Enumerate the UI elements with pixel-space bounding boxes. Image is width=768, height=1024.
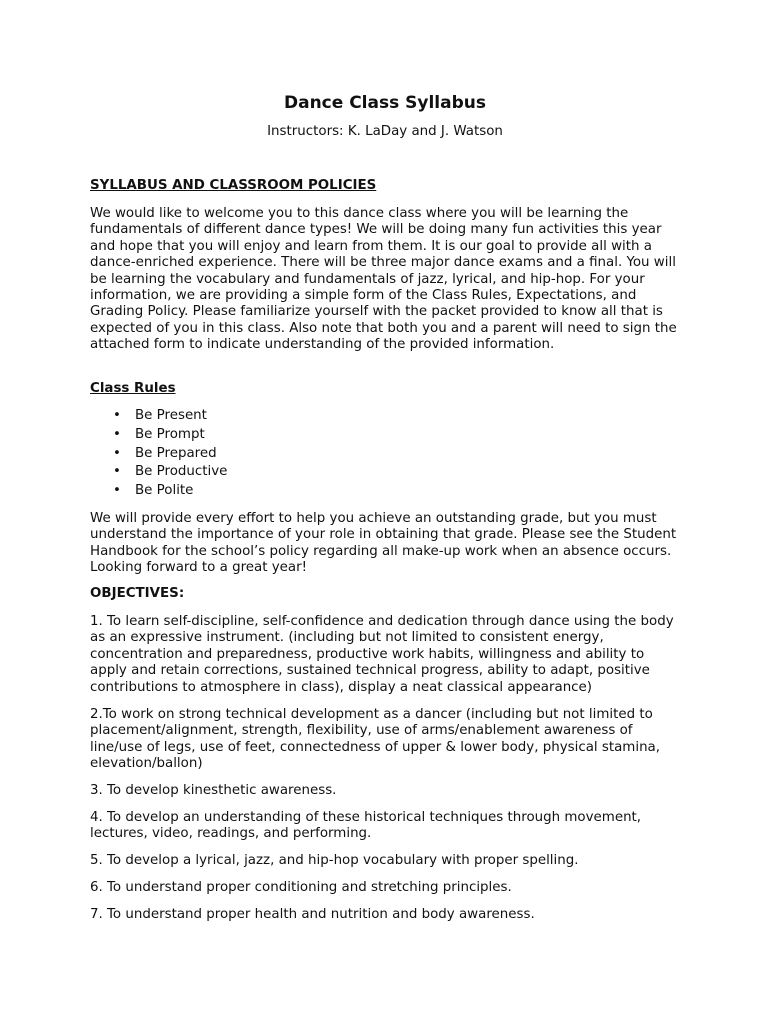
rule-text: Be Prepared [135, 445, 217, 461]
bullet-icon: • [113, 445, 121, 461]
objective-item: 7. To understand proper health and nutrition and body awareness. [90, 907, 535, 922]
rule-text: Be Productive [135, 464, 228, 480]
list-item [90, 446, 227, 465]
grade-paragraph: We will provide every effort to help you achieve an outstanding grade, but you must understand the importance of your role in obtaining that grade. Please see the Student Handbook for the school’s policy regarding all make-up work when an absence occurs. Looking forward to a great year! [90, 511, 677, 576]
class-rules-heading: Class Rules [90, 381, 176, 396]
policies-heading: SYLLABUS AND CLASSROOM POLICIES [90, 178, 377, 193]
bullet-icon: • [113, 426, 121, 442]
objectives-heading: OBJECTIVES: [90, 586, 185, 601]
document-title: Dance Class Syllabus [284, 93, 486, 113]
objective-item: 2.To work on strong technical development as a dancer (including but not limited to placement/alignment, strength, flexibility, use of arms/enablement awareness of line/use of legs, use of feet, connectedness of upper & lower body, physical stamina, elevation/ballon) [90, 707, 661, 772]
rule-text: Be Present [135, 408, 207, 423]
rule-text: Be Polite [135, 483, 194, 499]
objective-item: 1. To learn self-discipline, self-confidence and dedication through dance using the body as an expressive instrument. (including but not limited to consistent energy, concentration and preparedness, productive work habits, willingness and ability to apply and retain corrections, sustained technical progress, ability to adapt, positive contributions to atmosphere in class), display a neat classical appearance) [90, 614, 674, 695]
list-item [90, 483, 227, 502]
objective-item: 5. To develop a lyrical, jazz, and hip-hop vocabulary with proper spelling. [90, 853, 579, 868]
list-item [90, 408, 227, 427]
objective-item: 6. To understand proper conditioning and stretching principles. [90, 880, 512, 895]
bullet-icon: • [113, 464, 121, 480]
objective-item: 3. To develop kinesthetic awareness. [90, 783, 337, 798]
objective-item: 4. To develop an understanding of these historical techniques through movement, lectures, video, readings, and performing. [90, 810, 642, 842]
class-rules-list [90, 408, 227, 502]
rule-text: Be Prompt [135, 426, 205, 442]
list-item [90, 464, 227, 483]
bullet-icon: • [113, 408, 121, 423]
instructors-line: Instructors: K. LaDay and J. Watson [267, 124, 503, 139]
bullet-icon: • [113, 483, 121, 499]
list-item [90, 427, 227, 446]
intro-paragraph: We would like to welcome you to this dance class where you will be learning the fundamentals of different dance types! We will be doing many fun activities this year and hope that you will enjoy and learn from them. It is our goal to provide all with a dance-enriched experience. There will be three major dance exams and a final. You will be learning the vocabulary and fundamentals of jazz, lyrical, and hip-hop. For your information, we are providing a simple form of the Class Rules, Expectations, and Grading Policy. Please familiarize yourself with the packet provided to know all that is expected of you in this class. Also note that both you and a parent will need to sign the attached form to indicate understanding of the provided information. [90, 206, 677, 353]
